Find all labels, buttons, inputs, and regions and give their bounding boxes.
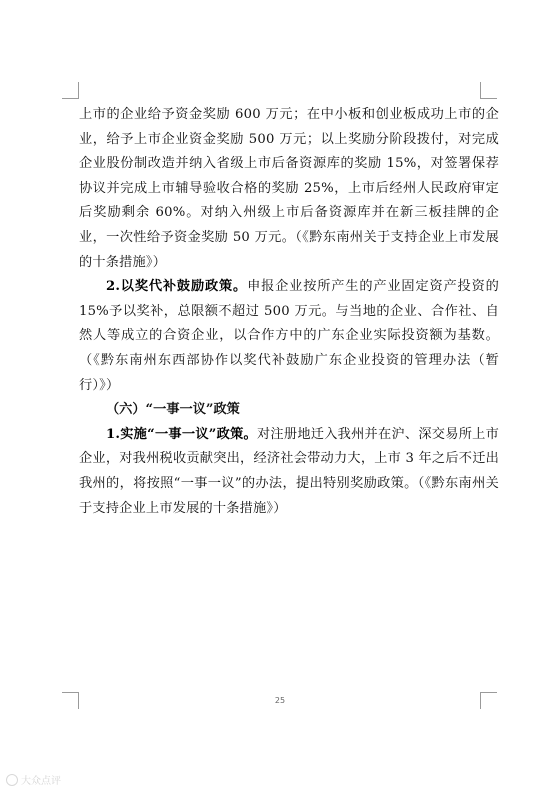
section-heading: （六）“一事一议”政策 [106, 402, 240, 418]
crop-mark-bottom-left [62, 692, 79, 709]
paragraph-text: 申报企业按所产生的产业固定资产投资的 15%予以奖补，总限额不超过 500 万元。与当地的企业、合作社、自然人等成立的合资企业，以合作方中的广东企业实际投资额为基数。（《黔东南州东西部协作以奖代补鼓励广东企业投资的管理办法（暂行）》） [79, 279, 499, 393]
watermark [6, 772, 61, 787]
crop-mark-bottom-right [480, 692, 497, 709]
paragraph-case-by-case-policy [79, 423, 499, 521]
paragraph-text: 对注册地迁入我州并在沪、深交易所上市企业，对我州税收贡献突出，经济社会带动力大，上市 3 年之后不迁出我州的，将按照“一事一议”的办法，提出特别奖励政策。（《黔东南州关于支持企业上市发展的十条措施》） [79, 426, 499, 516]
paragraph-text: 上市的企业给予资金奖励 600 万元；在中小板和创业板成功上市的企业，给予上市企业资金奖励 500 万元；以上奖励分阶段拨付，对完成企业股份制改造并纳入省级上市后备资源库的奖励 15%，对签署保荐协议并完成上市辅导验收合格的奖励 25%，上市后经州人民政府审定后奖励剩余 60%。对纳入州级上市后备资源库并在新三板挂牌的企业，一次性给予资金奖励 50 万元。（《黔东南州关于支持企业上市发展的十条措施》） [79, 107, 499, 270]
watermark-logo-icon [6, 774, 18, 786]
watermark-text: 大众点评 [21, 776, 61, 787]
paragraph-lead: 1.实施“一事一议”政策。 [106, 426, 257, 442]
page-number: 25 [274, 696, 286, 705]
paragraph-listing-rewards [79, 103, 499, 275]
page-body [79, 103, 499, 521]
paragraph-lead: 2.以奖代补鼓励政策。 [106, 279, 248, 295]
crop-mark-top-right [480, 82, 497, 99]
paragraph-subsidy-policy [79, 275, 499, 398]
crop-mark-top-left [62, 82, 79, 99]
